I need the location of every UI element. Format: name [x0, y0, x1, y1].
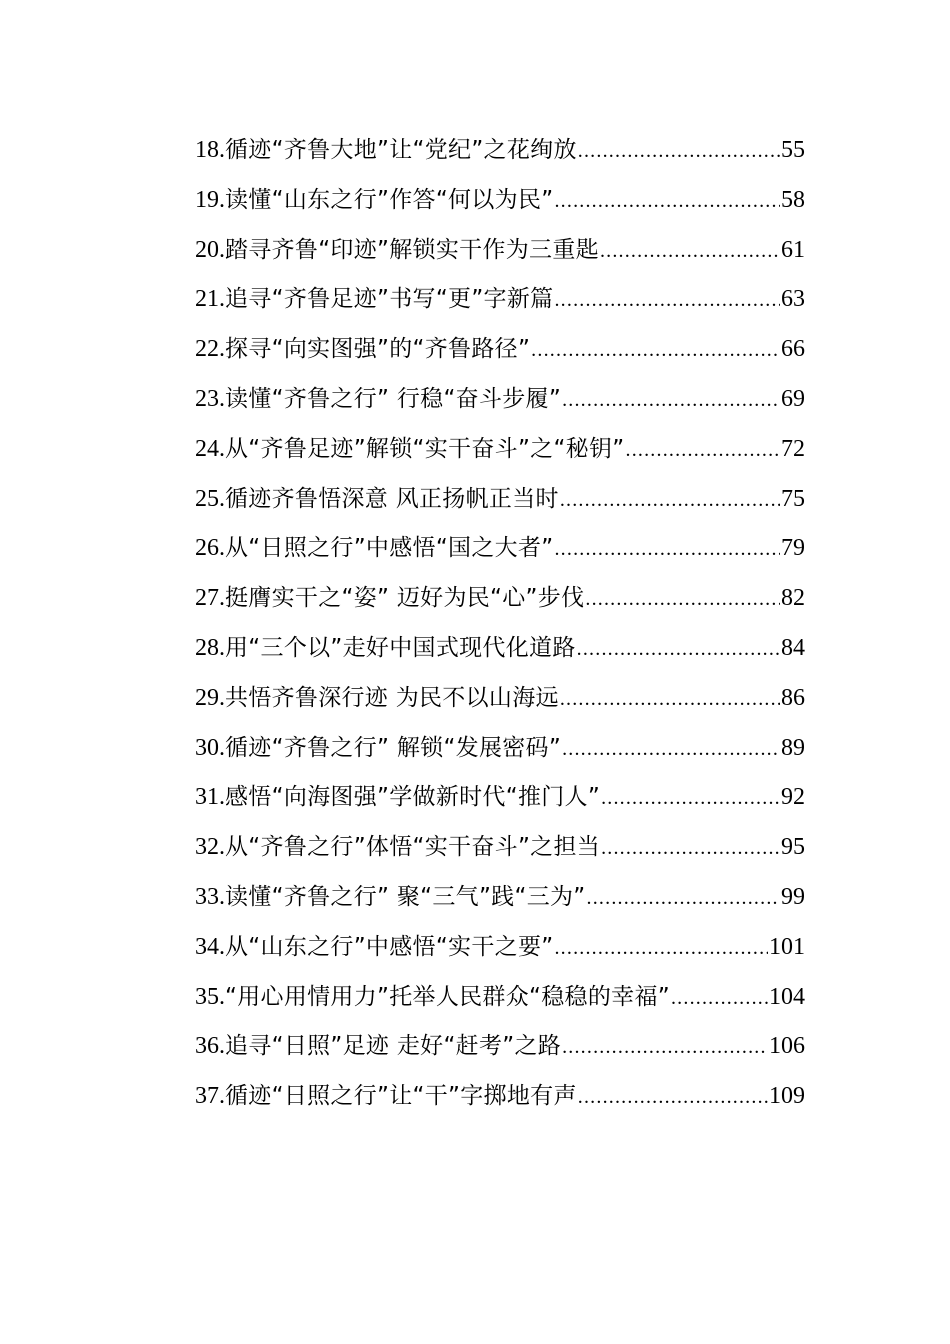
entry-title: 循迹“齐鲁之行” 解锁“发展密码” [225, 734, 562, 761]
entry-title: 追寻“齐鲁足迹”书写“更”字新篇 [225, 286, 554, 313]
entry-page-number: 101 [769, 933, 805, 960]
entry-number: 33. [195, 883, 225, 910]
toc-entry[interactable] [195, 1022, 805, 1072]
entry-number: 25. [195, 485, 225, 512]
entry-page-number: 109 [769, 1083, 805, 1110]
entry-number: 30. [195, 734, 225, 761]
dot-leader [531, 326, 780, 376]
entry-page-number: 84 [781, 634, 805, 661]
dot-leader [577, 625, 780, 675]
toc-entry[interactable] [195, 574, 805, 624]
dot-leader [560, 476, 780, 526]
entry-title: 从“齐鲁足迹”解锁“实干奋斗”之“秘钥” [225, 435, 625, 462]
entry-title: 踏寻齐鲁“印迹”解锁实干作为三重匙 [225, 236, 599, 263]
entry-page-number: 86 [781, 684, 805, 711]
dot-leader [562, 1023, 768, 1073]
entry-number: 20. [195, 236, 225, 263]
entry-number: 37. [195, 1083, 225, 1110]
entry-number: 21. [195, 286, 225, 313]
toc-entry[interactable] [195, 375, 805, 425]
entry-page-number: 66 [781, 336, 805, 363]
dot-leader [578, 127, 780, 177]
toc-entry[interactable] [195, 823, 805, 873]
entry-number: 26. [195, 535, 225, 562]
toc-entry[interactable] [195, 524, 805, 574]
entry-page-number: 58 [781, 186, 805, 213]
entry-title: 共悟齐鲁深行迹 为民不以山海远 [225, 684, 559, 711]
entry-title: 从“山东之行”中感悟“实干之要” [225, 933, 554, 960]
toc-entry[interactable] [195, 325, 805, 375]
entry-title: 感悟“向海图强”学做新时代“推门人” [225, 784, 601, 811]
entry-number: 31. [195, 784, 225, 811]
entry-page-number: 61 [781, 236, 805, 263]
entry-title: “用心用情用力”托举人民群众“稳稳的幸福” [225, 983, 670, 1010]
dot-leader [560, 675, 780, 725]
entry-page-number: 63 [781, 286, 805, 313]
entry-number: 35. [195, 983, 225, 1010]
toc-entry[interactable] [195, 126, 805, 176]
entry-page-number: 55 [781, 137, 805, 163]
entry-number: 27. [195, 585, 225, 612]
dot-leader [600, 227, 780, 277]
entry-page-number: 99 [781, 883, 805, 910]
toc-entry[interactable] [195, 873, 805, 923]
toc-entry[interactable] [195, 1072, 805, 1122]
toc-entry[interactable] [195, 724, 805, 774]
dot-leader [626, 426, 781, 476]
entry-page-number: 95 [781, 834, 805, 861]
entry-number: 28. [195, 634, 225, 661]
entry-number: 29. [195, 684, 225, 711]
entry-page-number: 82 [781, 585, 805, 612]
dot-leader [601, 824, 780, 874]
dot-leader [562, 376, 780, 426]
toc-entry[interactable] [195, 773, 805, 823]
toc-entry[interactable] [195, 475, 805, 525]
entry-page-number: 79 [781, 535, 805, 562]
entry-title: 读懂“齐鲁之行” 行稳“奋斗步履” [225, 385, 562, 412]
entry-page-number: 75 [781, 485, 805, 512]
entry-page-number: 69 [781, 385, 805, 412]
entry-title: 从“日照之行”中感悟“国之大者” [225, 535, 554, 562]
entry-page-number: 72 [781, 435, 805, 462]
dot-leader [601, 774, 780, 824]
dot-leader [554, 525, 780, 575]
dot-leader [554, 924, 768, 974]
entry-title: 从“齐鲁之行”体悟“实干奋斗”之担当 [225, 834, 601, 861]
entry-title: 探寻“向实图强”的“齐鲁路径” [225, 336, 531, 363]
entry-number: 36. [195, 1033, 225, 1060]
table-of-contents [195, 126, 805, 1122]
dot-leader [587, 874, 780, 924]
entry-number: 19. [195, 186, 225, 213]
toc-entry[interactable] [195, 275, 805, 325]
entry-page-number: 89 [781, 734, 805, 761]
dot-leader [554, 276, 780, 326]
toc-entry[interactable] [195, 176, 805, 226]
entry-page-number: 104 [769, 983, 805, 1010]
dot-leader [562, 725, 780, 775]
dot-leader [578, 1073, 768, 1123]
entry-title: 循迹“日照之行”让“干”字掷地有声 [225, 1083, 577, 1110]
entry-page-number: 106 [769, 1033, 805, 1060]
entry-number: 24. [195, 435, 225, 462]
dot-leader [554, 177, 780, 227]
toc-entry[interactable] [195, 624, 805, 674]
entry-title: 循迹“齐鲁大地”让“党纪”之花绚放 [225, 137, 577, 163]
entry-title: 追寻“日照”足迹 走好“赶考”之路 [225, 1033, 562, 1060]
dot-leader [671, 974, 768, 1024]
entry-title: 读懂“山东之行”作答“何以为民” [225, 186, 554, 213]
toc-entry[interactable] [195, 923, 805, 973]
toc-entry[interactable] [195, 674, 805, 724]
toc-entry[interactable] [195, 226, 805, 276]
entry-title: 循迹齐鲁悟深意 风正扬帆正当时 [225, 485, 559, 512]
entry-number: 23. [195, 385, 225, 412]
dot-leader [585, 575, 780, 625]
toc-entry[interactable] [195, 973, 805, 1023]
entry-title: 挺膺实干之“姿” 迈好为民“心”步伐 [225, 585, 585, 612]
entry-title: 读懂“齐鲁之行” 聚“三气”践“三为” [225, 883, 586, 910]
entry-number: 18. [195, 137, 225, 163]
entry-number: 22. [195, 336, 225, 363]
entry-number: 34. [195, 933, 225, 960]
entry-title: 用“三个以”走好中国式现代化道路 [225, 634, 576, 661]
entry-page-number: 92 [781, 784, 805, 811]
toc-entry[interactable] [195, 425, 805, 475]
entry-number: 32. [195, 834, 225, 861]
